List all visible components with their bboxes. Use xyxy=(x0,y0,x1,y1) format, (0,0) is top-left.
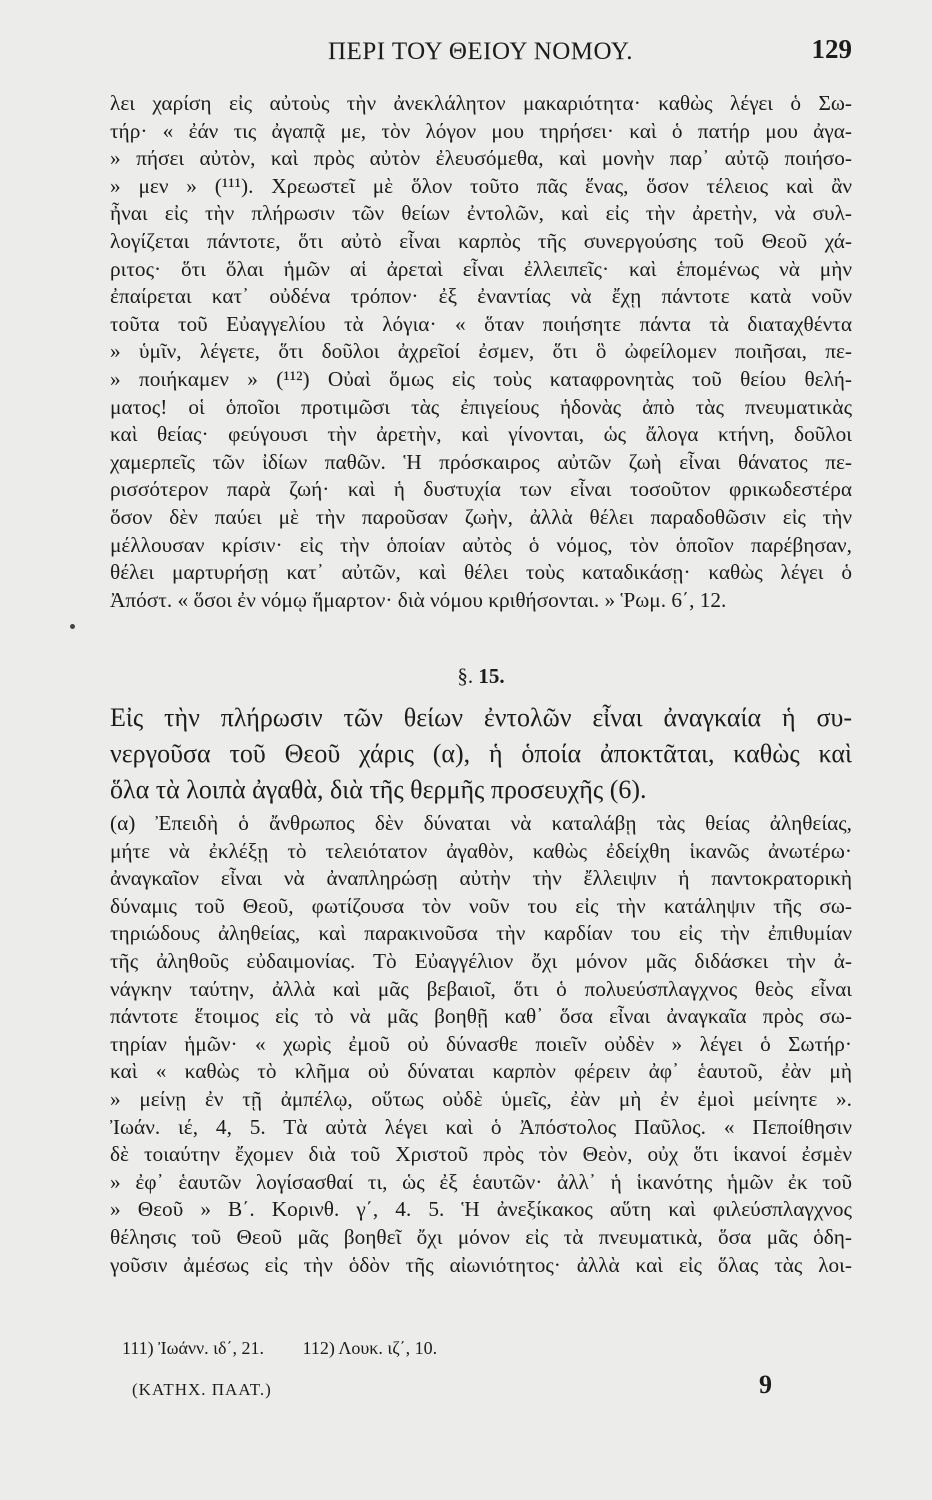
text-line: (α) Ἐπειδὴ ὁ ἄνθρωπος δὲν δύναται νὰ καταλάβῃ τὰς θείας ἀληθείας, xyxy=(110,811,852,835)
text-line: » ἐφ᾽ ἑαυτῶν λογίσασθαί τι, ὡς ἐξ ἑαυτῶν· ἀλλ᾽ ἡ ἱκανότης ἡμῶν ἐκ τοῦ xyxy=(110,1169,852,1194)
text-line: τηριώδους ἀληθείας, καὶ παρακινοῦσα τὴν καρδίαν του εἰς τὴν ἐπιθυμίαν xyxy=(110,921,852,946)
text-line: τῆς ἀληθοῦς εὐδαιμονίας. Τὸ Εὐαγγέλιον ὄχι μόνον μᾶς διδάσκει τὴν ἀ- xyxy=(110,948,852,973)
text-line: θέλει μαρτυρήσῃ κατ᾽ αὐτῶν, καὶ θέλει τοὺς καταδικάσῃ· καθὼς λέγει ὁ xyxy=(110,560,852,585)
page-footer xyxy=(132,1370,772,1406)
footnote-111: 111) Ἰωάνν. ιδ΄, 21. xyxy=(122,1338,264,1358)
text-line: πάντοτε ἕτοιμος εἰς τὸ νὰ μᾶς βοηθῇ καθ᾽ ὅσα εἶναι ἀναγκαῖα πρὸς σω- xyxy=(110,1004,852,1029)
text-line: τοῦτα τοῦ Εὐαγγελίου τὰ λόγια· « ὅταν ποιήσητε πάντα τὰ διαταχθέντα xyxy=(110,311,852,336)
page-header xyxy=(110,34,852,74)
text-line: λει χαρίση εἰς αὐτοὺς τὴν ἀνεκλάλητον μακαριότητα· καθὼς λέγει ὁ Σω- xyxy=(110,91,852,115)
footnotes xyxy=(122,1338,852,1359)
printer-signature: (ΚΑΤΗΧ. ΠΑΑΤ.) xyxy=(132,1380,272,1399)
text-line: » Θεοῦ » Β΄. Κορινθ. γ΄, 4. 5. Ἡ ἀνεξίκακος αὕτη καὶ φιλεύσπλαγχνος xyxy=(110,1197,852,1222)
text-line: ματος! οἱ ὁποῖοι προτιμῶσι τὰς ἐπιγείους ἡδονὰς ἀπὸ τὰς πνευματικὰς xyxy=(110,394,852,419)
text-line: » ποιήκαμεν » (¹¹²) Οὐαὶ ὅμως εἰς τοὺς καταφρονητὰς τοῦ θείου θελή- xyxy=(110,366,852,391)
text-line: καὶ « καθὼς τὸ κλῆμα οὐ δύναται καρπὸν φέρειν ἀφ᾽ ἑαυτοῦ, ἐὰν μὴ xyxy=(110,1059,852,1084)
footnote-112: 112) Λουκ. ιζ΄, 10. xyxy=(302,1338,438,1358)
text-line: Ἀπόστ. « ὅσοι ἐν νόμῳ ἥμαρτον· διὰ νόμου κριθήσονται. » Ῥωμ. 6΄, 12. xyxy=(110,587,727,612)
text-line: » πήσει αὐτὸν, καὶ πρὸς αὐτὸν ἐλευσόμεθα, καὶ μονὴν παρ᾽ αὐτῷ ποιήσο- xyxy=(110,146,852,171)
text-line: μέλλουσαν κρίσιν· εἰς τὴν ὁποίαν αὐτὸς ὁ νόμος, τὸν ὁποῖον παρέβησαν, xyxy=(110,532,852,557)
text-line: νάγκην ταύτην, ἀλλὰ καὶ μᾶς βεβαιοῖ, ὅτι ὁ πολυεύσπλαγχνος θεὸς εἶναι xyxy=(110,976,852,1001)
text-line: καὶ θείας· φεύγουσι τὴν ἀρετὴν, καὶ γίνονται, ὡς ἄλογα κτήνη, δοῦλοι xyxy=(110,422,852,447)
text-line: δὲ τοιαύτην ἔχομεν διὰ τοῦ Χριστοῦ πρὸς τὸν Θεὸν, οὐχ ὅτι ἱκανοί ἐσμὲν xyxy=(110,1142,852,1167)
text-line: » μεν » (¹¹¹). Χρεωστεῖ μὲ ὅλον τοῦτο πᾶς ἕνας, ὅσον τέλειος καὶ ἂν xyxy=(110,173,852,198)
section-number xyxy=(110,664,852,689)
text-line: γοῦσιν ἀμέσως εἰς τὴν ὁδὸν τῆς αἰωνιότητος· ἀλλὰ καὶ εἰς ὅλας τὰς λοι- xyxy=(110,1252,852,1277)
text-line: λογίζεται πάντοτε, ὅτι αὐτὸ εἶναι καρπὸς τῆς συνεργούσης τοῦ Θεοῦ χά- xyxy=(110,228,852,253)
text-line: δύναμις τοῦ Θεοῦ, φωτίζουσα τὸν νοῦν του εἰς τὴν κατάληψιν τῆς σω- xyxy=(110,893,852,918)
text-line: ρισσότερον παρὰ ζωή· καὶ ἡ δυστυχία των εἶναι τοσοῦτον φρικωδεστέρα xyxy=(110,477,852,502)
signature-number: 9 xyxy=(759,1370,772,1399)
text-line: » μείνῃ ἐν τῇ ἀμπέλῳ, οὕτως οὐδὲ ὑμεῖς, ἐὰν μὴ ἐν ἐμοὶ μείνητε ». xyxy=(110,1086,852,1111)
paragraph-2 xyxy=(110,810,852,1279)
text-line: ἐπαίρεται κατ᾽ οὐδένα τρόπον· ἐξ ἐναντίας νὰ ἔχῃ πάντοτε κατὰ νοῦν xyxy=(110,284,852,309)
section-number-value: 15. xyxy=(478,664,505,688)
running-title: ΠΕΡΙ ΤΟΥ ΘΕΙΟΥ ΝΟΜΟΥ. xyxy=(328,38,634,65)
text-line: θέλησις τοῦ Θεοῦ μᾶς βοηθεῖ ὄχι μόνον εἰς τὰ πνευματικὰ, ὅσα μᾶς ὁδη- xyxy=(110,1224,852,1249)
text-line: ριτος· ὅτι ὅλαι ἡμῶν αἱ ἀρεταὶ εἶναι ἐλλειπεῖς· καὶ ἑπομένως νὰ μὴν xyxy=(110,256,852,281)
text-line: μήτε νὰ ἐκλέξῃ τὸ τελειότατον ἀγαθὸν, καθὼς ἐδείχθη ἱκανῶς ἀνωτέρω· xyxy=(110,838,852,863)
page-number: 129 xyxy=(811,34,852,64)
text-line: ἦναι εἰς τὴν πλήρωσιν τῶν θείων ἐντολῶν, καὶ εἰς τὴν ἀρετὴν, νὰ συλ- xyxy=(110,201,852,226)
margin-dot xyxy=(70,624,75,629)
text-line: Ἰωάν. ιέ, 4, 5. Τὰ αὐτὰ λέγει καὶ ὁ Ἀπόστολος Παῦλος. « Πεποίθησιν xyxy=(110,1114,852,1139)
text-line: τήρ· « ἐάν τις ἀγαπᾷ με, τὸν λόγον μου τηρήσει· καὶ ὁ πατήρ μου ἀγα- xyxy=(110,118,852,143)
text-line: » ὑμῖν, λέγετε, ὅτι δοῦλοι ἀχρεῖοί ἐσμεν, ὅτι ὃ ὠφείλομεν ποιῆσαι, πε- xyxy=(110,339,852,364)
section-sign: §. xyxy=(457,664,474,688)
text-line: χαμερπεῖς τῶν ἰδίων παθῶν. Ἡ πρόσκαιρος αὐτῶν ζωὴ εἶναι θάνατος πε- xyxy=(110,449,852,474)
text-line: ὅσον δὲν παύει μὲ τὴν παροῦσαν ζωὴν, ἀλλὰ θέλει παραδοθῶσιν εἰς τὴν xyxy=(110,504,852,529)
text-line: ἀναγκαῖον εἶναι νὰ ἀναπληρώσῃ αὐτὴν τὴν ἔλλειψιν ἡ παντοκρατορικὴ xyxy=(110,866,852,891)
paragraph-1 xyxy=(110,90,852,614)
heading-line: νεργοῦσα τοῦ Θεοῦ χάρις (α), ἡ ὁποία ἀποκτᾶται, καθὼς καὶ xyxy=(110,739,852,768)
text-line: τηρίαν ἡμῶν· « χωρὶς ἐμοῦ οὐ δύνασθε ποιεῖν οὐδὲν » λέγει ὁ Σωτήρ· xyxy=(110,1031,852,1056)
section-heading xyxy=(110,700,852,808)
heading-line: Εἰς τὴν πλήρωσιν τῶν θείων ἐντολῶν εἶναι ἀναγκαία ἡ συ- xyxy=(110,703,852,732)
heading-line: ὅλα τὰ λοιπὰ ἀγαθὰ, διὰ τῆς θερμῆς προσευχῆς (6). xyxy=(110,775,647,804)
